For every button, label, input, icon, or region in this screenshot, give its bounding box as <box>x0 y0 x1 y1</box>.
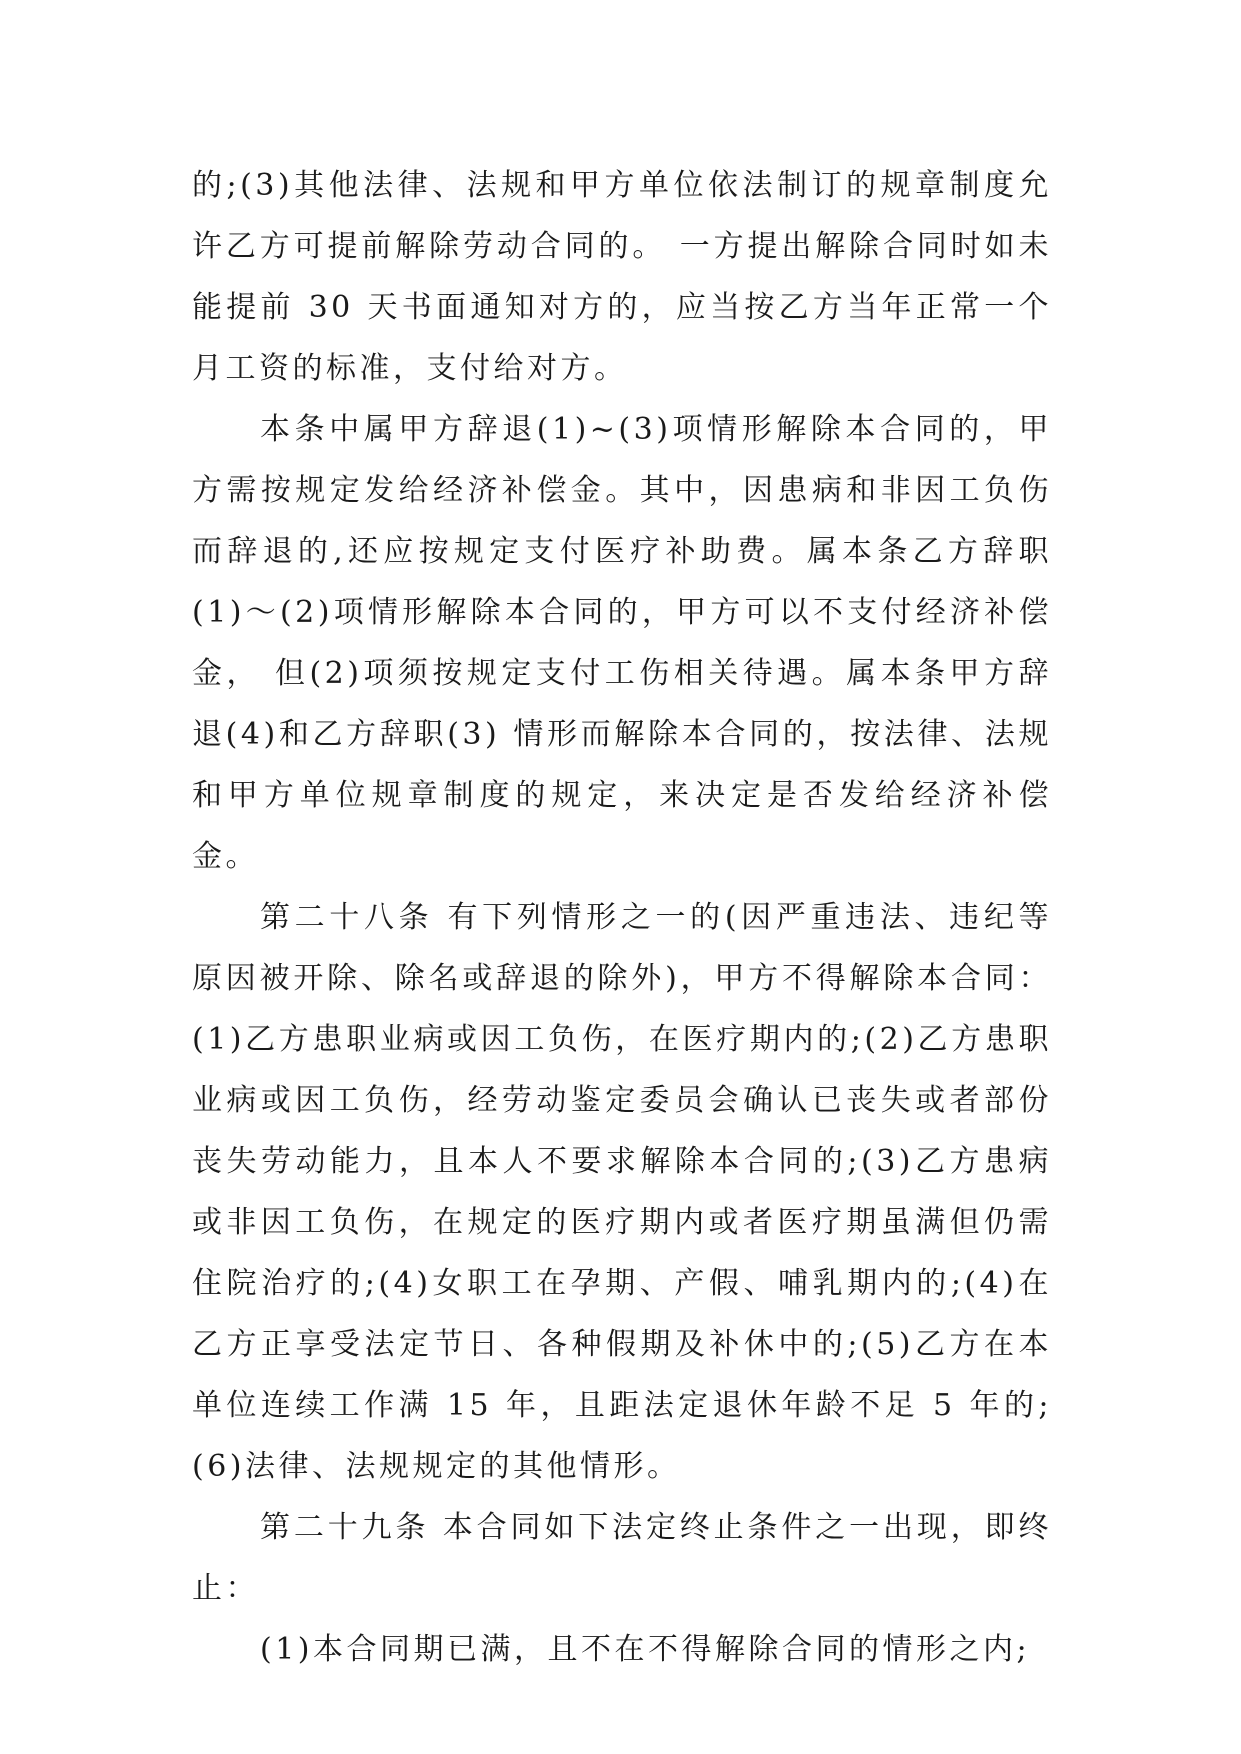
paragraph-article-28: 第二十八条 有下列情形之一的(因严重违法、违纪等原因被开除、除名或辞退的除外)，甲方不得解除本合同：(1)乙方患职业病或因工负伤，在医疗期内的;(2)乙方患职业病或因工负伤，经劳动鉴定委员会确认已丧失或者部份丧失劳动能力，且本人不要求解除本合同的;(3)乙方患病或非因工负伤，在规定的医疗期内或者医疗期虽满但仍需住院治疗的;(4)女职工在孕期、产假、哺乳期内的;(4)在乙方正享受法定节日、各种假期及补休中的;(5)乙方在本单位连续工作满 15 年，且距法定退休年龄不足 5 年的;(6)法律、法规规定的其他情形。 <box>192 900 1052 1484</box>
paragraph-continuation: 的;(3)其他法律、法规和甲方单位依法制订的规章制度允许乙方可提前解除劳动合同的。 一方提出解除合同时如未能提前 30 天书面通知对方的，应当按乙方当年正常一个月工资的标准，支付给对方。 <box>192 168 1052 386</box>
document-body <box>192 155 1052 1680</box>
paragraph-compensation: 本条中属甲方辞退(1)~(3)项情形解除本合同的，甲方需按规定发给经济补偿金。其中，因患病和非因工负伤而辞退的,还应按规定支付医疗补助费。属本条乙方辞职(1)～(2)项情形解除本合同的，甲方可以不支付经济补偿金， 但(2)项须按规定支付工伤相关待遇。属本条甲方辞退(4)和乙方辞职(3) 情形而解除本合同的，按法律、法规和甲方单位规章制度的规定，来决定是否发给经济补偿金。 <box>192 412 1052 874</box>
paragraph-item-1: (1)本合同期已满，且不在不得解除合同的情形之内; <box>260 1632 1031 1667</box>
paragraph-article-29: 第二十九条 本合同如下法定终止条件之一出现，即终止： <box>192 1510 1052 1606</box>
